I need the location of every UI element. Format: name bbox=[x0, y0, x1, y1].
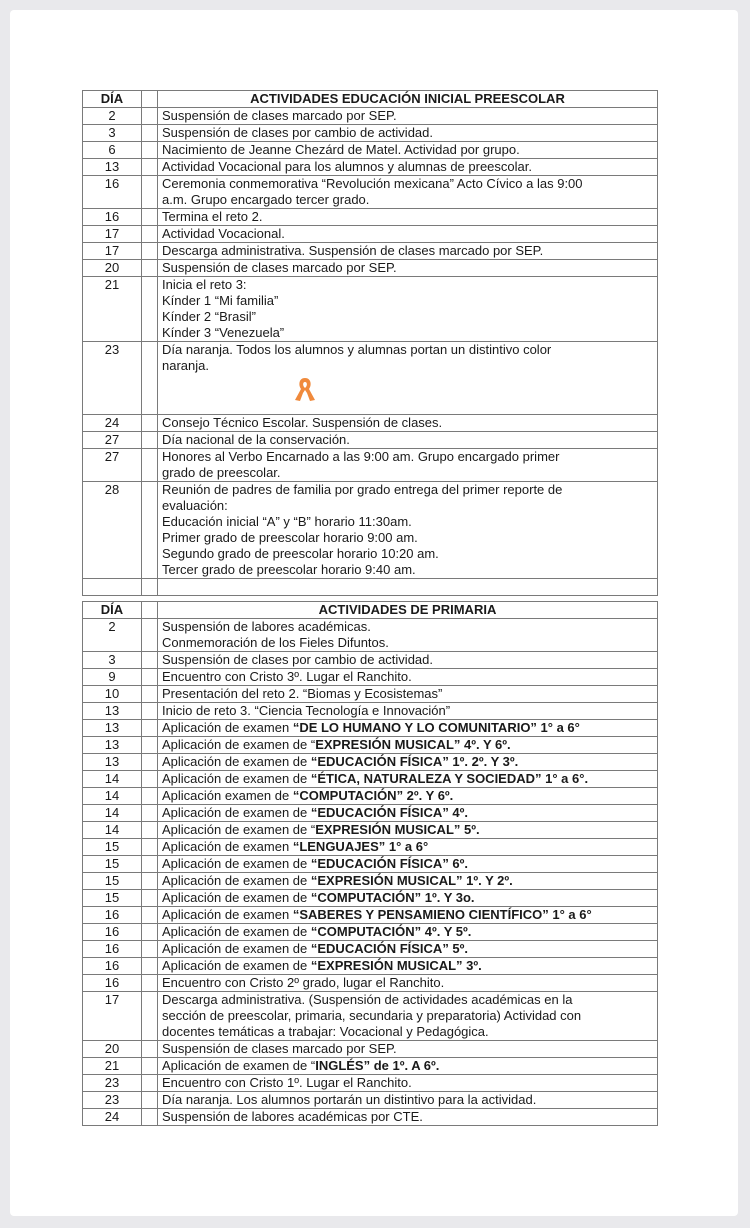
spacer-cell bbox=[142, 209, 158, 226]
text: Aplicación examen de bbox=[162, 788, 293, 803]
spacer-cell bbox=[142, 1109, 158, 1126]
text: Aplicación de examen de bbox=[162, 958, 311, 973]
activity-line: Suspensión de clases por cambio de actividad. bbox=[162, 125, 433, 140]
activity-line: Kínder 2 “Brasil” bbox=[162, 309, 256, 324]
day-cell: 9 bbox=[83, 669, 142, 686]
activity-line bbox=[162, 720, 653, 736]
day-cell: 13 bbox=[83, 737, 142, 754]
activity-cell bbox=[158, 703, 658, 720]
activity-line: Kínder 1 “Mi familia” bbox=[162, 293, 279, 308]
empty-row bbox=[83, 579, 658, 596]
day-cell: 16 bbox=[83, 209, 142, 226]
activity-line: naranja. bbox=[162, 358, 209, 373]
day-cell: 16 bbox=[83, 975, 142, 992]
activity-line bbox=[162, 822, 653, 838]
day-cell: 6 bbox=[83, 142, 142, 159]
text: Aplicación de examen de “ bbox=[162, 737, 316, 752]
day-cell: 21 bbox=[83, 277, 142, 342]
table-row bbox=[83, 1092, 658, 1109]
bold-text: “EDUCACIÓN FÍSICA” 1º. 2º. Y 3º. bbox=[310, 754, 519, 769]
text: Aplicación de examen de bbox=[162, 941, 311, 956]
activity-line: evaluación: bbox=[162, 498, 228, 513]
table-row bbox=[83, 686, 658, 703]
activity-cell bbox=[158, 415, 658, 432]
table-row bbox=[83, 209, 658, 226]
activity-line: Día nacional de la conservación. bbox=[162, 432, 350, 447]
day-cell: 13 bbox=[83, 159, 142, 176]
text: Aplicación de examen bbox=[162, 720, 293, 735]
activity-cell bbox=[158, 839, 658, 856]
day-cell: 21 bbox=[83, 1058, 142, 1075]
table-row bbox=[83, 449, 658, 482]
day-cell: 17 bbox=[83, 243, 142, 260]
bold-text: “EDUCACIÓN FÍSICA” 5º. bbox=[310, 941, 469, 956]
spacer-cell bbox=[142, 941, 158, 958]
text: Aplicación de examen bbox=[162, 839, 293, 854]
day-cell: 16 bbox=[83, 924, 142, 941]
text: Aplicación de examen de bbox=[162, 771, 311, 786]
activity-cell bbox=[158, 1075, 658, 1092]
activity-line bbox=[162, 1008, 653, 1024]
day-cell: 14 bbox=[83, 805, 142, 822]
activity-line: Honores al Verbo Encarnado a las 9:00 am. Grupo encargado primer bbox=[162, 449, 560, 464]
activity-cell bbox=[158, 924, 658, 941]
text: Encuentro con Cristo 3º. Lugar el Ranchito. bbox=[162, 669, 412, 684]
activity-line bbox=[162, 958, 653, 974]
empty-cell bbox=[158, 579, 658, 596]
text: Aplicación de examen bbox=[162, 907, 293, 922]
text: Conmemoración de los Fieles Difuntos. bbox=[162, 635, 389, 650]
table-row bbox=[83, 226, 658, 243]
spacer-cell bbox=[142, 669, 158, 686]
activity-line bbox=[162, 907, 653, 923]
activity-line bbox=[162, 1075, 653, 1091]
spacer-cell bbox=[142, 619, 158, 652]
bold-text: “SABERES Y PENSAMIENO CIENTÍFICO” 1° a 6° bbox=[292, 907, 592, 922]
text: Aplicación de examen de bbox=[162, 754, 311, 769]
table-row bbox=[83, 771, 658, 788]
preescolar-activities-table bbox=[82, 90, 658, 596]
activity-cell bbox=[158, 159, 658, 176]
day-cell: 20 bbox=[83, 1041, 142, 1058]
primaria-title-header: ACTIVIDADES DE PRIMARIA bbox=[158, 602, 658, 619]
spacer-cell bbox=[142, 277, 158, 342]
spacer-cell bbox=[142, 1041, 158, 1058]
activity-line bbox=[162, 669, 653, 685]
bold-text: “COMPUTACIÓN” 4º. Y 5º. bbox=[310, 924, 472, 939]
day-cell: 15 bbox=[83, 890, 142, 907]
table-row bbox=[83, 890, 658, 907]
activity-line bbox=[162, 1041, 653, 1057]
table-row bbox=[83, 652, 658, 669]
orange-ribbon-icon bbox=[292, 376, 318, 404]
table-row bbox=[83, 720, 658, 737]
preescolar-day-header: DÍA bbox=[83, 91, 142, 108]
day-cell: 16 bbox=[83, 176, 142, 209]
activity-line: Nacimiento de Jeanne Chezárd de Matel. Actividad por grupo. bbox=[162, 142, 520, 157]
activity-line: Termina el reto 2. bbox=[162, 209, 263, 224]
text: Aplicación de examen de bbox=[162, 890, 311, 905]
activity-cell bbox=[158, 243, 658, 260]
activity-cell bbox=[158, 1041, 658, 1058]
table-row bbox=[83, 142, 658, 159]
day-cell: 24 bbox=[83, 415, 142, 432]
spacer-cell bbox=[142, 805, 158, 822]
activity-cell bbox=[158, 975, 658, 992]
day-cell: 16 bbox=[83, 941, 142, 958]
activity-cell bbox=[158, 907, 658, 924]
table-row bbox=[83, 907, 658, 924]
day-cell: 3 bbox=[83, 125, 142, 142]
activity-cell bbox=[158, 277, 658, 342]
activity-line bbox=[162, 652, 653, 668]
spacer-cell bbox=[142, 1075, 158, 1092]
activity-line: Tercer grado de preescolar horario 9:40 am. bbox=[162, 562, 416, 577]
activity-cell bbox=[158, 686, 658, 703]
day-cell: 27 bbox=[83, 449, 142, 482]
spacer-cell bbox=[142, 839, 158, 856]
activity-line bbox=[162, 1109, 653, 1125]
activity-line bbox=[162, 1092, 653, 1108]
table-row bbox=[83, 619, 658, 652]
table-row bbox=[83, 415, 658, 432]
text: Aplicación de examen de bbox=[162, 805, 311, 820]
primaria-day-header: DÍA bbox=[83, 602, 142, 619]
text: Inicio de reto 3. “Ciencia Tecnología e Innovación” bbox=[162, 703, 451, 718]
preescolar-title-header: ACTIVIDADES EDUCACIÓN INICIAL PREESCOLAR bbox=[158, 91, 658, 108]
bold-text: “EDUCACIÓN FÍSICA” 6º. bbox=[310, 856, 469, 871]
spacer-cell bbox=[142, 992, 158, 1041]
table-row bbox=[83, 243, 658, 260]
activity-cell bbox=[158, 226, 658, 243]
activity-line bbox=[162, 941, 653, 957]
spacer-cell bbox=[142, 958, 158, 975]
bold-text: INGLÉS” de 1º. A 6º. bbox=[315, 1058, 440, 1073]
empty-cell bbox=[142, 579, 158, 596]
activity-cell bbox=[158, 788, 658, 805]
activity-cell bbox=[158, 669, 658, 686]
bold-text: “EDUCACIÓN FÍSICA” 4º. bbox=[310, 805, 469, 820]
spacer-cell bbox=[142, 260, 158, 277]
primaria-activities-table bbox=[82, 601, 658, 1126]
table-row bbox=[83, 277, 658, 342]
text: Aplicación de examen de “ bbox=[162, 822, 316, 837]
activity-line bbox=[162, 788, 653, 804]
spacer-cell bbox=[142, 1058, 158, 1075]
activity-cell bbox=[158, 125, 658, 142]
text: Suspensión de labores académicas. bbox=[162, 619, 371, 634]
activity-cell bbox=[158, 432, 658, 449]
day-cell: 28 bbox=[83, 482, 142, 579]
spacer-cell bbox=[142, 342, 158, 415]
table-row bbox=[83, 176, 658, 209]
day-cell: 23 bbox=[83, 342, 142, 415]
activity-cell bbox=[158, 992, 658, 1041]
bold-text: “DE LO HUMANO Y LO COMUNITARIO” 1° a 6° bbox=[292, 720, 580, 735]
activity-line: Día naranja. Todos los alumnos y alumnas portan un distintivo color bbox=[162, 342, 552, 357]
text: Suspensión de clases por cambio de actividad. bbox=[162, 652, 433, 667]
spacer-cell bbox=[142, 686, 158, 703]
table-row bbox=[83, 924, 658, 941]
activity-cell bbox=[158, 805, 658, 822]
bold-text: EXPRESIÓN MUSICAL” 5º. bbox=[315, 822, 480, 837]
day-cell: 13 bbox=[83, 720, 142, 737]
activity-line bbox=[162, 839, 653, 855]
table-row bbox=[83, 342, 658, 415]
day-cell: 13 bbox=[83, 703, 142, 720]
text: Encuentro con Cristo 1º. Lugar el Ranchito. bbox=[162, 1075, 412, 1090]
activity-cell bbox=[158, 260, 658, 277]
activity-line bbox=[162, 686, 653, 702]
day-cell: 23 bbox=[83, 1092, 142, 1109]
table-row bbox=[83, 1041, 658, 1058]
text: docentes temáticas a trabajar: Vocacional y Pedagógica. bbox=[162, 1024, 489, 1039]
activity-line bbox=[162, 856, 653, 872]
activity-line: Actividad Vocacional. bbox=[162, 226, 285, 241]
table-row bbox=[83, 805, 658, 822]
spacer-cell bbox=[142, 176, 158, 209]
spacer-cell bbox=[142, 975, 158, 992]
preescolar-rows bbox=[83, 108, 658, 596]
table-row bbox=[83, 1058, 658, 1075]
table-row bbox=[83, 992, 658, 1041]
spacer-cell bbox=[142, 754, 158, 771]
spacer-cell bbox=[142, 822, 158, 839]
activity-line: Descarga administrativa. Suspensión de clases marcado por SEP. bbox=[162, 243, 544, 258]
spacer-cell bbox=[142, 788, 158, 805]
text: sección de preescolar, primaria, secundaria y preparatoria) Actividad con bbox=[162, 1008, 582, 1023]
text: Aplicación de examen de bbox=[162, 924, 311, 939]
activity-line bbox=[162, 703, 653, 719]
spacer-cell bbox=[142, 482, 158, 579]
spacer-cell bbox=[142, 243, 158, 260]
day-cell: 17 bbox=[83, 992, 142, 1041]
activity-line bbox=[162, 771, 653, 787]
bold-text: “COMPUTACIÓN” 2º. Y 6º. bbox=[292, 788, 454, 803]
activity-line: Educación inicial “A” y “B” horario 11:30am. bbox=[162, 514, 412, 529]
day-cell: 16 bbox=[83, 907, 142, 924]
activity-line: Suspensión de clases marcado por SEP. bbox=[162, 108, 397, 123]
table-row bbox=[83, 260, 658, 277]
primaria-header-row bbox=[83, 602, 658, 619]
activity-cell bbox=[158, 342, 658, 415]
spacer-cell bbox=[142, 856, 158, 873]
activity-line: Reunión de padres de familia por grado entrega del primer reporte de bbox=[162, 482, 563, 497]
text: Aplicación de examen de bbox=[162, 856, 311, 871]
spacer-cell bbox=[142, 873, 158, 890]
activity-line bbox=[162, 1058, 653, 1074]
table-row bbox=[83, 703, 658, 720]
activity-cell bbox=[158, 449, 658, 482]
day-cell: 24 bbox=[83, 1109, 142, 1126]
activity-line bbox=[162, 805, 653, 821]
text: Suspensión de labores académicas por CTE. bbox=[162, 1109, 423, 1124]
text: Día naranja. Los alumnos portarán un distintivo para la actividad. bbox=[162, 1092, 537, 1107]
spacer-cell bbox=[142, 907, 158, 924]
table-row bbox=[83, 432, 658, 449]
table-row bbox=[83, 856, 658, 873]
text: Aplicación de examen de bbox=[162, 873, 311, 888]
day-cell: 14 bbox=[83, 771, 142, 788]
table-row bbox=[83, 108, 658, 125]
day-cell: 14 bbox=[83, 822, 142, 839]
spacer-cell bbox=[142, 720, 158, 737]
table-row bbox=[83, 669, 658, 686]
activity-cell bbox=[158, 142, 658, 159]
text: Encuentro con Cristo 2º grado, lugar el Ranchito. bbox=[162, 975, 445, 990]
spacer-cell bbox=[142, 449, 158, 482]
day-cell: 15 bbox=[83, 856, 142, 873]
preescolar-header-row bbox=[83, 91, 658, 108]
day-cell: 2 bbox=[83, 619, 142, 652]
spacer-cell bbox=[142, 415, 158, 432]
activity-line bbox=[162, 924, 653, 940]
activity-line: Actividad Vocacional para los alumnos y alumnas de preescolar. bbox=[162, 159, 532, 174]
primaria-rows bbox=[83, 619, 658, 1126]
activity-line: Segundo grado de preescolar horario 10:20 am. bbox=[162, 546, 439, 561]
activity-cell bbox=[158, 176, 658, 209]
spacer-cell bbox=[142, 108, 158, 125]
day-cell: 17 bbox=[83, 226, 142, 243]
spacer-cell bbox=[142, 159, 158, 176]
table-row bbox=[83, 482, 658, 579]
activity-line: grado de preescolar. bbox=[162, 465, 281, 480]
day-cell: 20 bbox=[83, 260, 142, 277]
bold-text: “LENGUAJES” 1° a 6° bbox=[292, 839, 429, 854]
day-cell: 2 bbox=[83, 108, 142, 125]
activity-line: Ceremonia conmemorativa “Revolución mexicana” Acto Cívico a las 9:00 bbox=[162, 176, 583, 191]
spacer-cell bbox=[142, 652, 158, 669]
day-cell: 23 bbox=[83, 1075, 142, 1092]
spacer-cell bbox=[142, 737, 158, 754]
activity-cell bbox=[158, 108, 658, 125]
activity-line: Primer grado de preescolar horario 9:00 am. bbox=[162, 530, 418, 545]
spacer-cell bbox=[142, 432, 158, 449]
activity-cell bbox=[158, 941, 658, 958]
activity-line bbox=[162, 619, 653, 635]
text: Presentación del reto 2. “Biomas y Ecosistemas” bbox=[162, 686, 443, 701]
spacer-cell bbox=[142, 703, 158, 720]
text: Aplicación de examen de “ bbox=[162, 1058, 316, 1073]
activity-cell bbox=[158, 720, 658, 737]
text: Descarga administrativa. (Suspensión de actividades académicas en la bbox=[162, 992, 573, 1007]
activity-cell bbox=[158, 1092, 658, 1109]
activity-cell bbox=[158, 856, 658, 873]
text: Suspensión de clases marcado por SEP. bbox=[162, 1041, 397, 1056]
day-cell: 10 bbox=[83, 686, 142, 703]
spacer-cell bbox=[142, 125, 158, 142]
bold-text: “EXPRESIÓN MUSICAL” 3º. bbox=[310, 958, 482, 973]
table-row bbox=[83, 941, 658, 958]
activity-line: Kínder 3 “Venezuela” bbox=[162, 325, 285, 340]
activity-cell bbox=[158, 737, 658, 754]
spacer-cell bbox=[142, 890, 158, 907]
table-row bbox=[83, 975, 658, 992]
bold-text: “ÉTICA, NATURALEZA Y SOCIEDAD” 1° a 6°. bbox=[310, 771, 589, 786]
activity-cell bbox=[158, 619, 658, 652]
activity-line bbox=[162, 737, 653, 753]
bold-text: “COMPUTACIÓN” 1º. Y 3o. bbox=[310, 890, 475, 905]
activity-cell bbox=[158, 890, 658, 907]
activity-cell bbox=[158, 873, 658, 890]
day-cell: 16 bbox=[83, 958, 142, 975]
activity-line bbox=[162, 873, 653, 889]
spacer-cell bbox=[142, 91, 158, 108]
table-row bbox=[83, 822, 658, 839]
activity-cell bbox=[158, 1109, 658, 1126]
activity-line bbox=[162, 890, 653, 906]
activity-cell bbox=[158, 482, 658, 579]
activity-cell bbox=[158, 652, 658, 669]
table-row bbox=[83, 958, 658, 975]
activity-cell bbox=[158, 1058, 658, 1075]
activity-cell bbox=[158, 209, 658, 226]
day-cell: 27 bbox=[83, 432, 142, 449]
activity-cell bbox=[158, 771, 658, 788]
empty-cell bbox=[83, 579, 142, 596]
table-row bbox=[83, 788, 658, 805]
table-row bbox=[83, 1075, 658, 1092]
activity-line: Suspensión de clases marcado por SEP. bbox=[162, 260, 397, 275]
activity-cell bbox=[158, 822, 658, 839]
activity-cell bbox=[158, 958, 658, 975]
table-row bbox=[83, 839, 658, 856]
table-row bbox=[83, 159, 658, 176]
day-cell: 15 bbox=[83, 873, 142, 890]
table-row bbox=[83, 873, 658, 890]
table-row bbox=[83, 125, 658, 142]
activity-line: Consejo Técnico Escolar. Suspensión de clases. bbox=[162, 415, 443, 430]
day-cell: 14 bbox=[83, 788, 142, 805]
activity-line bbox=[162, 975, 653, 991]
spacer-cell bbox=[142, 226, 158, 243]
table-row bbox=[83, 1109, 658, 1126]
activity-line: a.m. Grupo encargado tercer grado. bbox=[162, 192, 370, 207]
spacer-cell bbox=[142, 602, 158, 619]
activity-line: Inicia el reto 3: bbox=[162, 277, 247, 292]
day-cell: 15 bbox=[83, 839, 142, 856]
spacer-cell bbox=[142, 142, 158, 159]
document-page bbox=[10, 10, 738, 1216]
day-cell: 3 bbox=[83, 652, 142, 669]
activity-line bbox=[162, 635, 653, 651]
bold-text: “EXPRESIÓN MUSICAL” 1º. Y 2º. bbox=[310, 873, 513, 888]
activity-cell bbox=[158, 754, 658, 771]
activity-line bbox=[162, 992, 653, 1008]
table-row bbox=[83, 754, 658, 771]
bold-text: EXPRESIÓN MUSICAL” 4º. Y 6º. bbox=[315, 737, 511, 752]
activity-line bbox=[162, 754, 653, 770]
activity-line bbox=[162, 1024, 653, 1040]
table-row bbox=[83, 737, 658, 754]
day-cell: 13 bbox=[83, 754, 142, 771]
spacer-cell bbox=[142, 771, 158, 788]
spacer-cell bbox=[142, 1092, 158, 1109]
spacer-cell bbox=[142, 924, 158, 941]
